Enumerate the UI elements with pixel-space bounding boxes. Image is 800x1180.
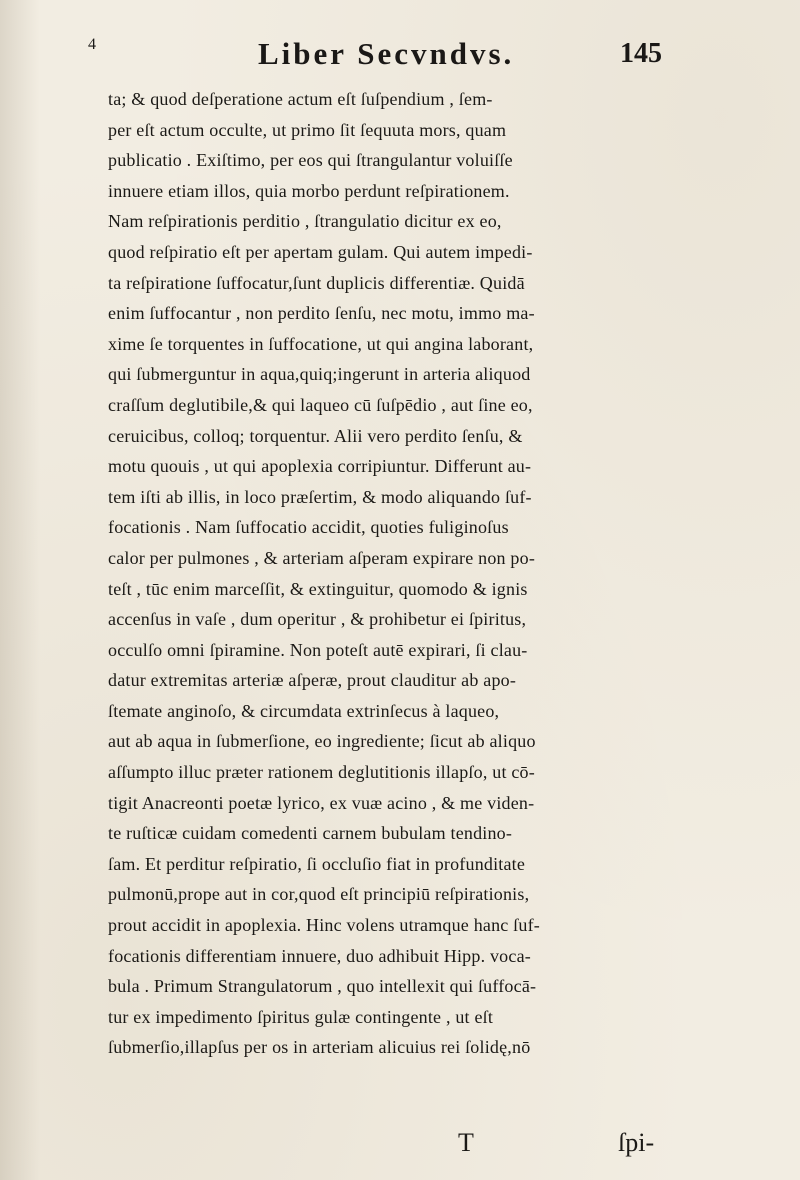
- text-line: occulſo omni ſpiramine. Non poteſt autē expirari, ſi clau-: [108, 639, 528, 660]
- text-line: Nam reſpirationis perditio , ſtrangulatio dicitur ex eo,: [108, 211, 502, 232]
- text-line: focationis differentiam innuere, duo adhibuit Hipp. voca-: [108, 945, 531, 966]
- text-line: tigit Anacreonti poetæ lyrico, ex vuæ acino , & me viden-: [108, 792, 535, 813]
- text-line: tem iſti ab illis, in loco præſertim, & modo aliquando ſuf-: [108, 486, 532, 507]
- catchword: ſpi-: [618, 1128, 655, 1157]
- text-line: bula . Primum Strangulatorum , quo intellexit qui ſuffocā-: [108, 976, 537, 997]
- running-head: [0, 22, 800, 72]
- text-line: datur extremitas arteriæ aſperæ, prout clauditur ab apo-: [108, 670, 517, 691]
- running-title: Liber Secvndvs.: [258, 36, 515, 71]
- text-line: innuere etiam illos, quia morbo perdunt reſpirationem.: [108, 180, 510, 201]
- body-text: [108, 84, 800, 1063]
- text-line: calor per pulmones , & arteriam aſperam expirare non po-: [108, 547, 536, 568]
- page-number: 145: [620, 38, 662, 69]
- text-line: ſubmerſio,illapſus per os in arteriam alicuius rei ſolidę,nō: [108, 1037, 531, 1058]
- text-line: ta reſpiratione ſuffocatur,ſunt duplicis differentiæ. Quidā: [108, 272, 525, 293]
- text-line: te ruſticæ cuidam comedenti carnem bubulam tendino-: [108, 823, 513, 844]
- text-line: pulmonū,prope aut in cor,quod eſt principiū reſpirationis,: [108, 884, 530, 905]
- text-line: teſt , tūc enim marceſſit, & extinguitur, quomodo & ignis: [108, 578, 528, 599]
- text-line: prout accidit in apoplexia. Hinc volens utramque hanc ſuf-: [108, 915, 540, 936]
- text-line: accenſus in vaſe , dum operitur , & prohibetur ei ſpiritus,: [108, 609, 527, 630]
- signature-mark: T: [458, 1128, 474, 1157]
- text-line: tur ex impedimento ſpiritus gulæ contingente , ut eſt: [108, 1006, 494, 1027]
- text-line: aſſumpto illuc præter rationem deglutitionis illapſo, ut cō-: [108, 762, 535, 783]
- text-line: ceruicibus, colloq; torquentur. Alii vero perdito ſenſu, &: [108, 425, 523, 446]
- text-line: qui ſubmerguntur in aqua,quiq;ingerunt in arteria aliquod: [108, 364, 531, 385]
- text-line: enim ſuffocantur , non perdito ſenſu, nec motu, immo ma-: [108, 303, 535, 324]
- text-line: ſam. Et perditur reſpiratio, ſi occluſio fiat in profunditate: [108, 853, 526, 874]
- text-line: focationis . Nam ſuffocatio accidit, quoties fuliginoſus: [108, 517, 509, 538]
- text-line: ſtemate anginoſo, & circumdata extrinſecus à laqueo,: [108, 700, 500, 721]
- text-line: ta; & quod deſperatione actum eſt ſuſpendium , ſem-: [108, 89, 493, 109]
- text-line: xime ſe torquentes in ſuffocatione, ut qui angina laborant,: [108, 333, 534, 354]
- text-line: per eſt actum occulte, ut primo ſit ſequuta mors, quam: [108, 119, 507, 140]
- text-line: publicatio . Exiſtimo, per eos qui ſtrangulantur voluiſſe: [108, 150, 513, 171]
- text-line: craſſum deglutibile,& qui laqueo cū ſuſpēdio , aut ſine eo,: [108, 394, 533, 415]
- text-line: quod reſpiratio eſt per apertam gulam. Qui autem impedi-: [108, 241, 533, 262]
- header-mark: 4: [88, 36, 96, 53]
- text-line: motu quouis , ut qui apoplexia corripiuntur. Differunt au-: [108, 456, 532, 477]
- page-gutter-shadow: [0, 0, 40, 1180]
- text-line: aut ab aqua in ſubmerſione, eo ingrediente; ſicut ab aliquo: [108, 731, 536, 752]
